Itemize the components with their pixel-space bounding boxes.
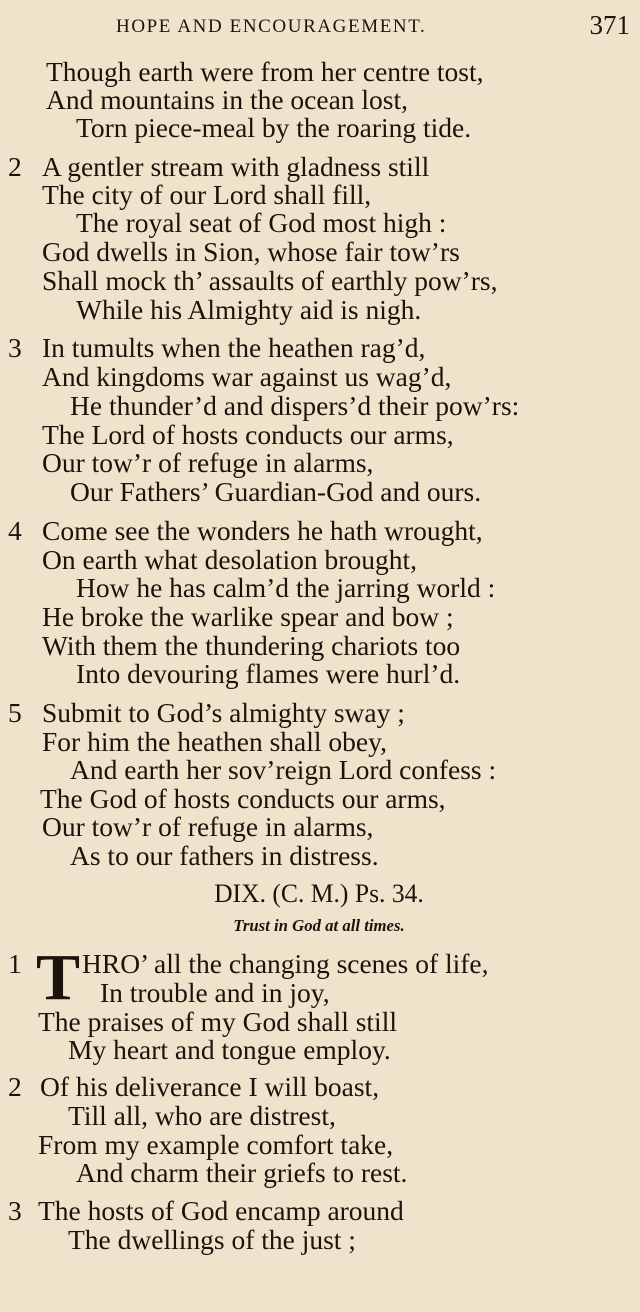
hymn-line: The praises of my God shall still bbox=[38, 1006, 397, 1037]
hymn-line: The Lord of hosts conducts our arms, bbox=[42, 419, 454, 450]
hymn-line: While his Almighty aid is nigh. bbox=[76, 294, 422, 325]
hymn-line: And earth her sov’reign Lord confess : bbox=[70, 754, 497, 785]
hymn-line: Our Fathers’ Guardian-God and ours. bbox=[70, 476, 482, 507]
hymn-line: Till all, who are distrest, bbox=[68, 1100, 336, 1131]
hymn-line: For him the heathen shall obey, bbox=[42, 726, 387, 757]
running-head: HOPE AND ENCOURAGEMENT. bbox=[116, 16, 427, 37]
hymn-line: The God of hosts conducts our arms, bbox=[40, 783, 446, 814]
hymn-line: How he has calm’d the jarring world : bbox=[76, 572, 496, 603]
hymn-line: Shall mock th’ assaults of earthly pow’rs, bbox=[42, 265, 498, 296]
hymn-line: In tumults when the heathen rag’d, bbox=[42, 332, 426, 363]
verse-number: 1 bbox=[8, 948, 22, 979]
hymn-line: With them the thundering chariots too bbox=[42, 630, 461, 661]
hymn-line: HRO’ all the changing scenes of life, bbox=[82, 948, 489, 979]
verse-number: 2 bbox=[8, 1071, 22, 1102]
hymn-line: Into devouring flames were hurl’d. bbox=[76, 658, 461, 689]
hymn-line: The hosts of God encamp around bbox=[38, 1195, 404, 1226]
hymn-line: Torn piece-meal by the roaring tide. bbox=[76, 112, 472, 143]
hymn-line: Submit to God’s almighty sway ; bbox=[42, 697, 405, 728]
hymn-line: Of his deliverance I will boast, bbox=[40, 1071, 380, 1102]
hymn-line: My heart and tongue employ. bbox=[68, 1034, 391, 1065]
hymn-line: In trouble and in joy, bbox=[100, 977, 330, 1008]
hymn-line: And kingdoms war against us wag’d, bbox=[42, 361, 452, 392]
verse-number: 4 bbox=[8, 515, 22, 546]
hymn-line: The city of our Lord shall fill, bbox=[42, 179, 372, 210]
hymn-title: DIX. (C. M.) Ps. 34. bbox=[214, 879, 424, 908]
hymn-line: From my example comfort take, bbox=[38, 1129, 394, 1160]
hymn-line: He thunder’d and dispers’d their pow’rs: bbox=[70, 390, 520, 421]
hymn-line: As to our fathers in distress. bbox=[70, 840, 379, 871]
hymn-line: And charm their griefs to rest. bbox=[76, 1157, 408, 1188]
hymn-line: And mountains in the ocean lost, bbox=[46, 84, 409, 115]
hymn-line: Our tow’r of refuge in alarms, bbox=[42, 447, 374, 478]
hymn-line: He broke the warlike spear and bow ; bbox=[42, 601, 454, 632]
hymn-line: A gentler stream with gladness still bbox=[42, 151, 430, 182]
drop-cap: T bbox=[36, 941, 81, 1014]
hymn-line: Though earth were from her centre tost, bbox=[46, 56, 484, 87]
verse-number: 3 bbox=[8, 1195, 22, 1226]
hymn-line: Our tow’r of refuge in alarms, bbox=[42, 811, 374, 842]
page-number: 371 bbox=[589, 10, 630, 40]
hymn-line: Come see the wonders he hath wrought, bbox=[42, 515, 483, 546]
verse-number: 3 bbox=[8, 332, 22, 363]
page-header bbox=[0, 10, 640, 44]
hymn-subtitle: Trust in God at all times. bbox=[233, 916, 405, 935]
hymn-line: On earth what desolation brought, bbox=[42, 544, 417, 575]
verse-number: 2 bbox=[8, 151, 22, 182]
hymn-line: The royal seat of God most high : bbox=[76, 207, 447, 238]
hymn-line: God dwells in Sion, whose fair tow’rs bbox=[42, 236, 460, 267]
verse-number: 5 bbox=[8, 697, 22, 728]
hymn-line: The dwellings of the just ; bbox=[68, 1224, 356, 1255]
